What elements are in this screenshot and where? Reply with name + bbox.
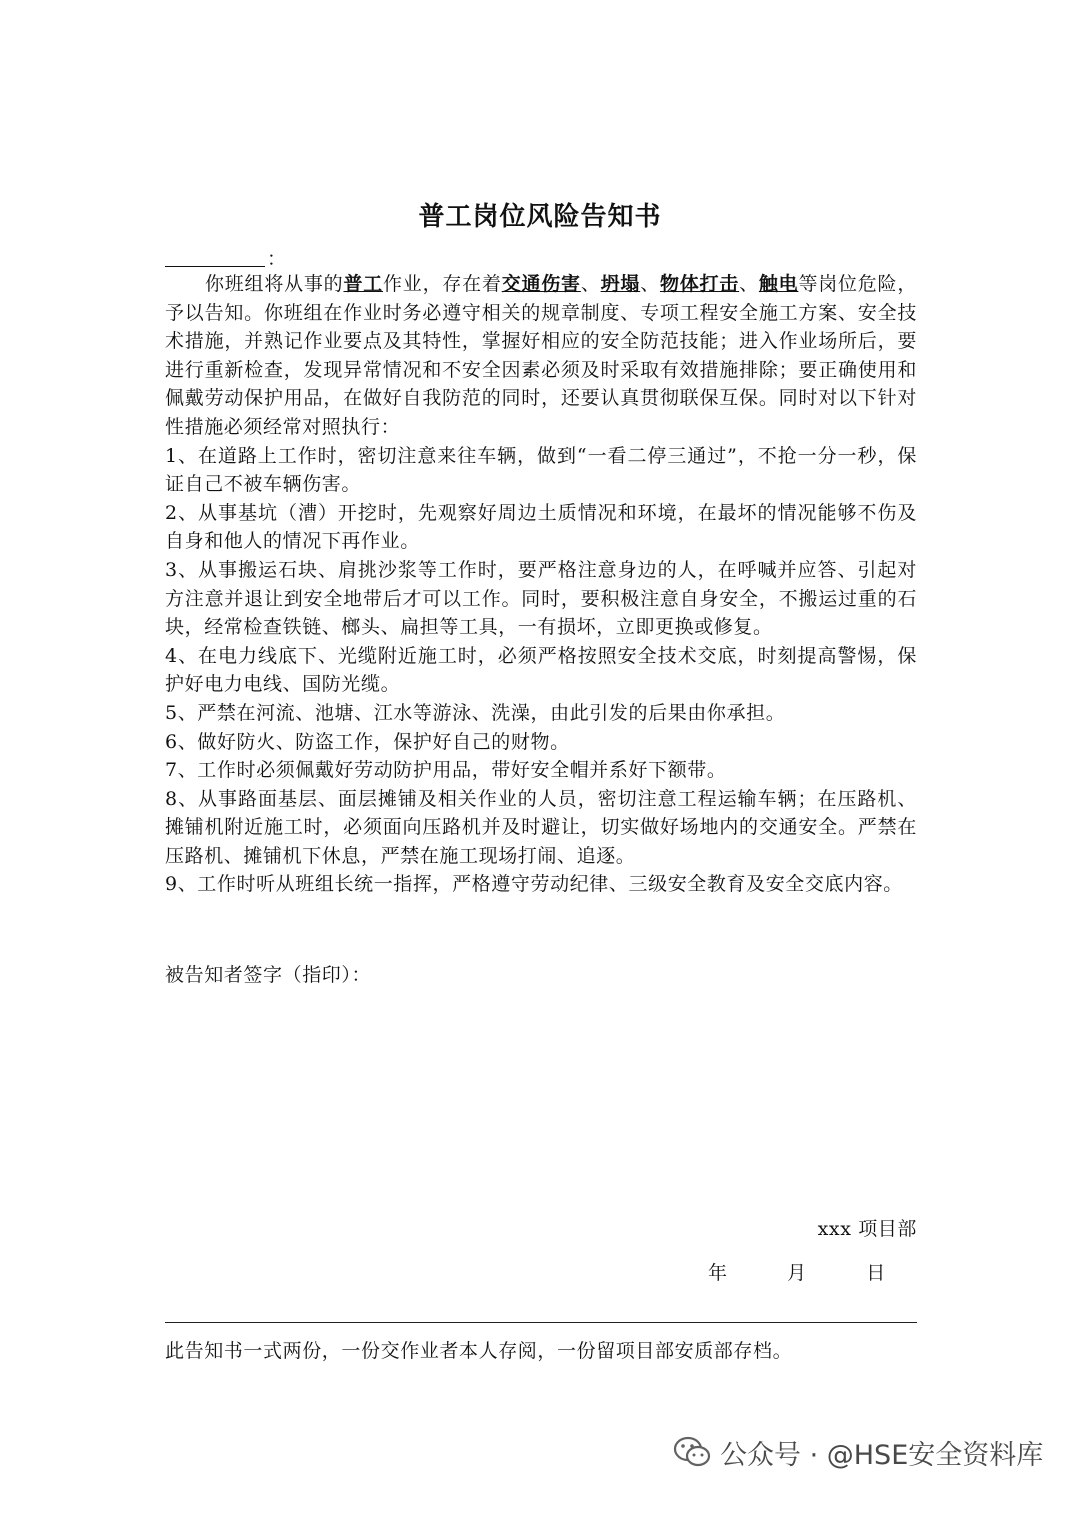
intro-text: 作业，存在着 — [383, 273, 502, 295]
measure-item-6: 6、做好防火、防盗工作，保护好自己的财物。 — [165, 730, 570, 753]
wechat-icon — [672, 1432, 712, 1472]
measure-item-5: 5、严禁在河流、池塘、江水等游泳、洗澡，由此引发的后果由你承担。 — [165, 701, 786, 724]
measure-item-1: 1、在道路上工作时，密切注意来往车辆，做到“一看二停三通过”，不抢一分一秒，保证自己不被车辆伤害。 — [165, 444, 917, 496]
date-line — [708, 1258, 885, 1285]
date-day: 日 — [866, 1262, 886, 1284]
measure-item-7: 7、工作时必须佩戴好劳动防护用品，带好安全帽并系好下额带。 — [165, 759, 727, 782]
measure-item-3: 3、从事搬运石块、肩挑沙浆等工作时，要严格注意身边的人，在呼喊并应答、引起对方注意并退让到安全地带后才可以工作。同时，要积极注意自身安全，不搬运过重的石块，经常检查铁链、榔头、扁担等工具，一有损坏，立即更换或修复。 — [165, 558, 917, 639]
hazard-traffic: 交通伤害 — [501, 273, 581, 295]
footnote: 此告知书一式两份，一份交作业者本人存阅，一份留项目部安质部存档。 — [165, 1340, 793, 1362]
intro-text: 等岗位危险，予以告知。你班组在作业时务必遵守相关的规章制度、专项工程安全施工方案、安全技术措施，并熟记作业要点及其特性，掌握好相应的安全防范技能；进入作业场所后，要进行重新检查，发现异常情况和不安全因素必须及时采取有效措施排除；要正确使用和佩戴劳动保护用品，在做好自我防范的同时，还要认真贯彻联保互保。同时对以下针对性措施必须经常对照执行： — [165, 273, 917, 438]
addressee-underline — [165, 266, 265, 267]
addressee-colon: ： — [267, 248, 287, 270]
date-year: 年 — [708, 1262, 728, 1284]
measure-item-8: 8、从事路面基层、面层摊铺及相关作业的人员，密切注意工程运输车辆；在压路机、摊铺机附近施工时，必须面向压路机并及时避让，切实做好场地内的交通安全。严禁在压路机、摊铺机下休息，严禁在施工现场打闹、追逐。 — [165, 787, 917, 867]
separator: 、 — [739, 273, 759, 295]
watermark-text: 公众号 · @HSE安全资料库 — [720, 1439, 1044, 1471]
separator: 、 — [580, 273, 601, 295]
date-month: 月 — [787, 1262, 807, 1284]
watermark — [672, 1427, 1043, 1477]
separator: 、 — [640, 273, 660, 295]
hazard-collapse: 坍塌 — [600, 273, 641, 295]
notice-body — [165, 270, 917, 899]
measure-item-2: 2、从事基坑（漕）开挖时，先观察好周边土质情况和环境，在最坏的情况能够不伤及自身和他人的情况下再作业。 — [165, 501, 917, 553]
footer-divider — [165, 1322, 917, 1323]
hazard-object-strike: 物体打击 — [659, 273, 740, 295]
document-title: 普工岗位风险告知书 — [418, 202, 662, 232]
hazard-electric-shock: 触电 — [758, 273, 799, 295]
measure-item-9: 9、工作时听从班组长统一指挥，严格遵守劳动纪律、三级安全教育及安全交底内容。 — [165, 873, 903, 896]
signature-label: 被告知者签字（指印）： — [165, 964, 372, 986]
project-department: xxx 项目部 — [817, 1218, 917, 1240]
intro-paragraph — [165, 270, 917, 442]
job-title: 普工 — [343, 273, 384, 295]
measure-item-4: 4、在电力线底下、光缆附近施工时，必须严格按照安全技术交底，时刻提高警惕，保护好电力电线、国防光缆。 — [165, 644, 917, 696]
intro-text: 你班组将从事的 — [205, 273, 344, 295]
